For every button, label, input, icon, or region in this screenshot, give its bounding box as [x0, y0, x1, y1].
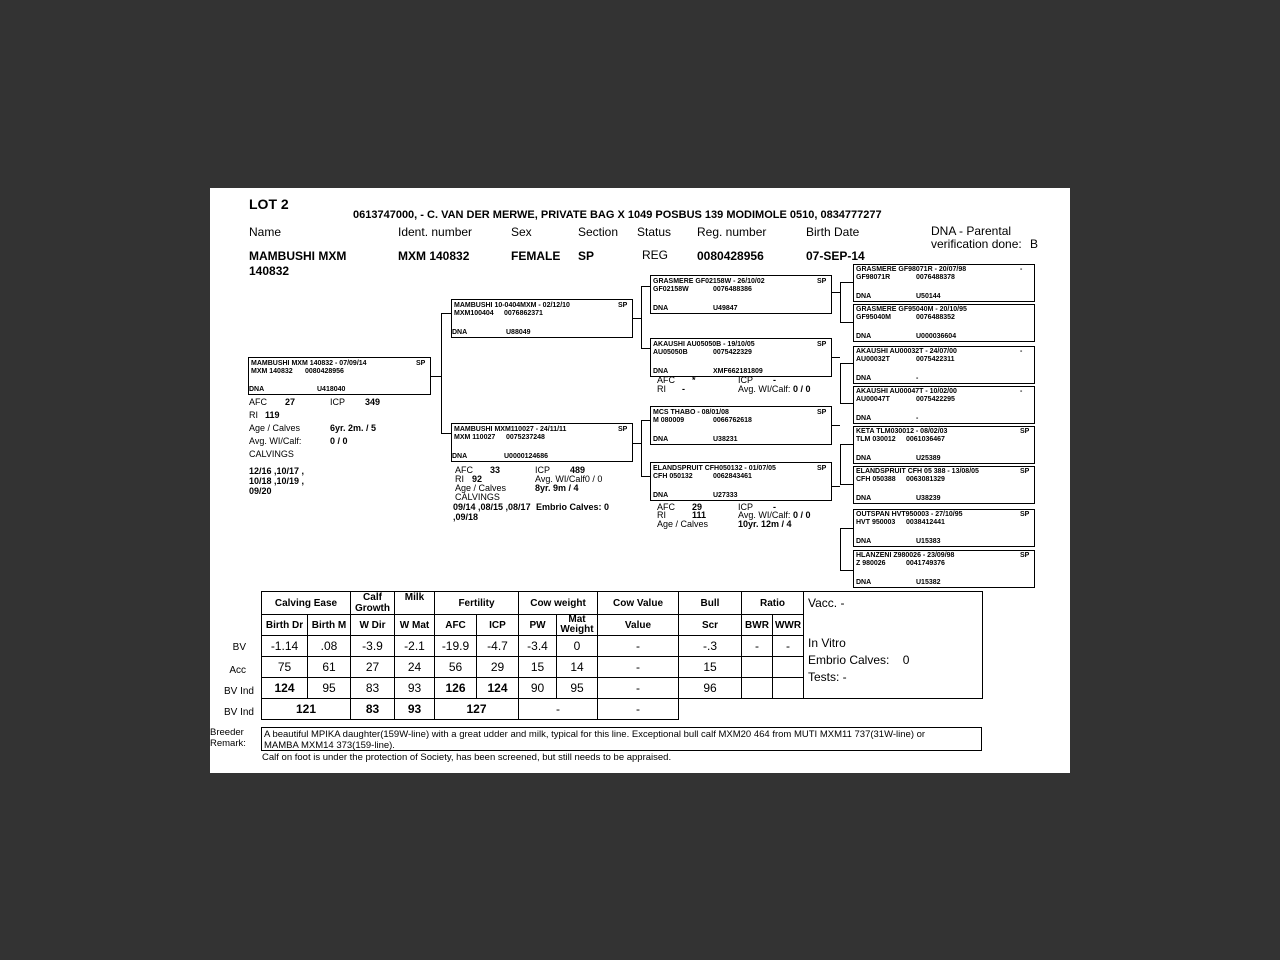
- row-label-bv-ind: BV Ind: [223, 686, 254, 697]
- breeder-remark: A beautiful MPIKA daughter(159W-line) with a great udder and milk, typical for this line. Exceptional bull calf MXM20 464 from MUTI MXM11 737(31W-line) or MAMBA MXM14 373(159-line).: [261, 727, 982, 751]
- breeding-values-table: Calving Ease Calf Growth Milk Fertility Cow weight Cow Value Bull Ratio Vacc. - In Vitro Embrio Calves: 0 Tests: - Birth Dr Birth M W Dir W Mat AFC ICP PW Mat Weight Value Scr BWR WWR -1.14 .08 -3.9 -2.1 -19.9 -4.7 -3.4 0 - -.3 - - 75 61 27 24 56 29 15 14 - 15 124 95 83 93 126 124 90 95 - 96 121 83 93 127 - -: [261, 591, 983, 720]
- header-sex: Sex: [511, 225, 532, 239]
- header-dna-2: verification done:: [931, 237, 1022, 251]
- animal-section: SP: [578, 249, 595, 263]
- owner-line: 0613747000, - C. VAN DER MERWE, PRIVATE BAG X 1049 POSBUS 139 MODIMOLE 0510, 0834777277: [353, 209, 882, 221]
- animal-name-1: MAMBUSHI MXM: [249, 249, 347, 263]
- pedigree-gg-box-5: KETA TLM030012 - 08/02/03 SP TLM 030012 0061036467 DNA U25389: [853, 426, 1035, 464]
- header-reg: Reg. number: [697, 225, 767, 239]
- pedigree-sheet: LOT 2 0613747000, - C. VAN DER MERWE, PRIVATE BAG X 1049 POSBUS 139 MODIMOLE 0510, 0834777277 Name Ident. number Sex Section Status Reg. number Birth Date DNA - Parental verification done: B MAMBUSHI MXM 140832 MXM 140832 FEMALE SP REG 0080428956 07-SEP-14 MAMBUSHI MXM 140832 - 07/09/14 SP MXM 140832 0080428956 DNA U418040 AFC 27 ICP 349 RI 119 Age / Calves 6yr. 2m. / 5 Avg. WI/Calf: 0 / 0 CALVINGS 12/16 ,10/17 , 10/18 ,10/19 , 09/20 MAMBUSHI 10-0404MXM - 02/12/10 SP MXM100404 0076862371 DNA U88049 MAMBUSHI MXM110027 - 24/11/11 SP MXM 110027 0075237248 DNA U0000124686 AFC 33 ICP 489 RI 92 Avg. WI/Calf0 / 0 Age / Calves 8yr. 9m / 4 CALVINGS 09/14 ,08/15 ,08/17 ,09/18 Embrio Calves: 0 GRASMERE GF02158W - 26/10/02 SP GF02158W 0076488386 DNA U49847 AKAUSHI AU05050B - 19/10/05 SP AU05050B 0075422329 DNA XMF662181809 AFC * ICP - RI - Avg. WI/Calf: 0 / 0 MCS THABO - 08/01/08 SP M 080009 0066762618 DNA U38231 ELANDSPRUIT CFH050132 - 01/07/05 SP CFH 050132 0062843461 DNA U27333 AFC 29 ICP - RI 111 Avg. WI/Calf: 0 / 0 Age / Calves 10yr. 12m / 4 GRASMERE GF98071R - 20/07/98 - GF98071R 0076488378 DNA U50144 GRASMERE GF95040M - 20/10/95 GF95040M 0076488352 DNA U000036604 AKAUSHI AU00032T - 24/07/00 - AU00032T 0075422311 DNA - AKAUSHI AU00047T - 10/02/00 - AU00047T 0075422295 DNA - KETA TLM030012 - 08/02/03 SP TLM 030012 0061036467 DNA U25389 ELANDSPRUIT CFH 05 388 - 13/08/05 SP CFH 050388 0063081329 DNA U38239 OUTSPAN HVT950003 - 27/10/95 SP HVT 950003 0038412441 DNA U15383 HLANZENI Z980026 - 23/09/98 SP Z 980026 0041749376 DNA U15382 BV Acc BV Ind BV Ind Calving Ease Calf Growth Milk Fertility Cow weight Cow Value Bull Ratio Vacc. - In Vitro Embrio Calves: 0 Tests: - Birth Dr Birth M W Dir W Mat AFC ICP PW Mat Weight Value Scr BWR WWR -1.14 .08 -3.9 -2.1 -19.9 -4.7 -3.4 0 - -.3 - - 75 61 27 24 56 29 15 14 - 15 124 95 83 93 126 124 90 95 - 96 121 83 93 127 - - Breeder Remark: A beautiful MPIKA daughter(159W-line) with a great udder and milk, typical for this line. Exceptional bull calf MXM20 464 from MUTI MXM11 737(31W-line) or MAMBA MXM14 373(159-line). Calf on foot is under the protection of Society, has been screened, but still needs to be appraised.: [210, 188, 1070, 773]
- animal-ident: MXM 140832: [398, 249, 470, 263]
- lot-number: LOT 2: [249, 196, 289, 212]
- header-status: Status: [637, 225, 672, 239]
- pedigree-sire-sire-box: GRASMERE GF02158W - 26/10/02 SP GF02158W 0076488386 DNA U49847: [650, 275, 832, 314]
- pedigree-gg-box-8: HLANZENI Z980026 - 23/09/98 SP Z 980026 0041749376 DNA U15382: [853, 550, 1035, 588]
- animal-reg: 0080428956: [697, 249, 764, 263]
- header-dna-1: DNA - Parental: [931, 224, 1012, 238]
- row-label-bv-ind-2: BV Ind: [223, 707, 254, 718]
- header-dna-value: B: [1030, 237, 1039, 251]
- pedigree-gg-box-1: GRASMERE GF98071R - 20/07/98 - GF98071R 0076488378 DNA U50144: [853, 264, 1035, 302]
- animal-birth: 07-SEP-14: [806, 249, 865, 263]
- pedigree-dam-sire-box: MCS THABO - 08/01/08 SP M 080009 0066762618 DNA U38231: [650, 406, 832, 445]
- side-info-cell: Vacc. - In Vitro Embrio Calves: 0 Tests: -: [804, 592, 983, 699]
- animal-sex: FEMALE: [511, 249, 561, 263]
- pedigree-gg-box-2: GRASMERE GF95040M - 20/10/95 GF95040M 0076488352 DNA U000036604: [853, 304, 1035, 342]
- pedigree-gg-box-6: ELANDSPRUIT CFH 05 388 - 13/08/05 SP CFH 050388 0063081329 DNA U38239: [853, 466, 1035, 504]
- pedigree-dam-dam-box: ELANDSPRUIT CFH050132 - 01/07/05 SP CFH 050132 0062843461 DNA U27333: [650, 462, 832, 501]
- animal-status: REG: [642, 248, 669, 262]
- footnote: Calf on foot is under the protection of Society, has been screened, but still needs to be appraised.: [262, 752, 672, 763]
- header-section: Section: [578, 225, 619, 239]
- pedigree-gg-box-4: AKAUSHI AU00047T - 10/02/00 - AU00047T 0075422295 DNA -: [853, 386, 1035, 424]
- header-name: Name: [249, 225, 282, 239]
- animal-name-2: 140832: [249, 264, 290, 278]
- header-birth: Birth Date: [806, 225, 860, 239]
- pedigree-gg-box-7: OUTSPAN HVT950003 - 27/10/95 SP HVT 950003 0038412441 DNA U15383: [853, 509, 1035, 547]
- pedigree-gg-box-3: AKAUSHI AU00032T - 24/07/00 - AU00032T 0075422311 DNA -: [853, 346, 1035, 384]
- pedigree-dam-box: MAMBUSHI MXM110027 - 24/11/11 SP MXM 110027 0075237248 DNA U0000124686: [451, 423, 633, 462]
- pedigree-self-box: MAMBUSHI MXM 140832 - 07/09/14 SP MXM 140832 0080428956 DNA U418040: [248, 357, 431, 395]
- row-label-acc: Acc: [229, 665, 246, 676]
- pedigree-sire-dam-box: AKAUSHI AU05050B - 19/10/05 SP AU05050B 0075422329 DNA XMF662181809: [650, 338, 832, 377]
- remark-label: Breeder Remark:: [210, 727, 246, 749]
- row-label-bv: BV: [232, 642, 246, 653]
- header-ident: Ident. number: [398, 225, 473, 239]
- pedigree-sire-box: MAMBUSHI 10-0404MXM - 02/12/10 SP MXM100404 0076862371 DNA U88049: [451, 299, 633, 338]
